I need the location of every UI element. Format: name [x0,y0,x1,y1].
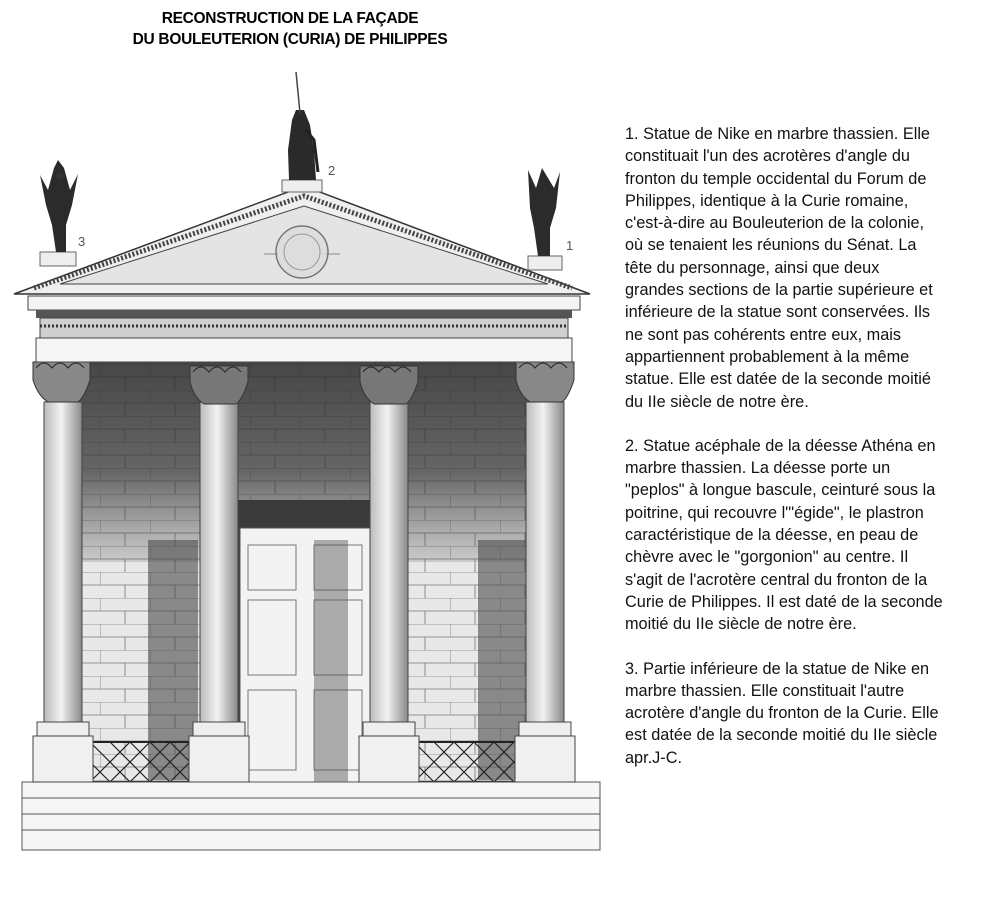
note-line: Philippes, identique à la Curie romaine, [625,191,909,210]
note-line: 1. Statue de Nike en marbre thassien. Elle [625,125,930,143]
note-line: apr.J-C. [625,748,682,767]
notes-text [625,123,995,791]
note-line: statue. Elle est datée de la seconde moitié [625,370,931,389]
note-line: du IIe siècle de notre ère. [625,392,809,411]
note-line: caractéristique de la déesse, en peau de [625,526,919,545]
note-line: 3. Partie inférieure de la statue de Nike en [625,659,930,678]
note-1 [625,123,995,413]
nike-statue-left [40,160,78,252]
note-line: Curie de Philippes. Il est daté de la seconde [625,592,943,611]
note-3 [625,658,995,769]
note-line: chèvre avec le "gorgonion" au centre. Il [625,548,909,567]
title-line-2: DU BOULEUTERION (CURIA) DE PHILIPPES [132,31,448,48]
note-line: s'agit de l'acrotère central du fronton de la [625,570,928,589]
note-line: grandes sections de la partie supérieure et [625,281,933,300]
note-line: marbre thassien. La déesse porte un [625,459,891,478]
entablature [28,296,580,362]
note-line: "peplos" à longue bascule, ceinturé sous la [625,481,936,500]
note-line: moitié du IIe siècle de notre ère. [625,615,857,634]
door [234,500,376,783]
note-line: marbre thassien. Elle constituait l'autre [625,681,905,700]
note-line: poitrine, qui recouvre l'"égide", le plastron [625,503,924,522]
note-line: constituait l'un des acrotères d'angle du [625,147,910,166]
note-line: 2. Statue acéphale de la déesse Athéna en [625,436,936,455]
note-line: appartiennent probablement à la même [625,347,910,366]
note-line: tête du personnage, ainsi que deux [625,258,880,277]
facade-drawing [0,55,610,855]
athena-statue-center [288,72,318,180]
marker-2: 2 [328,163,336,178]
marker-3: 3 [78,234,86,249]
note-line: est datée de la seconde moitié du IIe siècle [625,726,938,745]
figure-title [110,8,470,50]
marker-1: 1 [566,238,574,253]
note-line: où se tenaient les réunions du Sénat. La [625,236,917,255]
note-line: inférieure de la statue sont conservées. Ils [625,303,930,322]
title-line-1: RECONSTRUCTION DE LA FAÇADE [161,10,419,27]
pediment [14,186,590,294]
note-line: acrotère d'angle du fronton de la Curie. Elle [625,704,939,723]
stylobate-steps [22,782,600,850]
note-line: c'est-à-dire au Bouleuterion de la colonie, [625,214,925,233]
note-line: ne sont pas cohérents entre eux, mais [625,325,902,344]
nike-statue-right [528,168,560,256]
note-line: fronton du temple occidental du Forum de [625,169,927,188]
note-2 [625,435,995,636]
